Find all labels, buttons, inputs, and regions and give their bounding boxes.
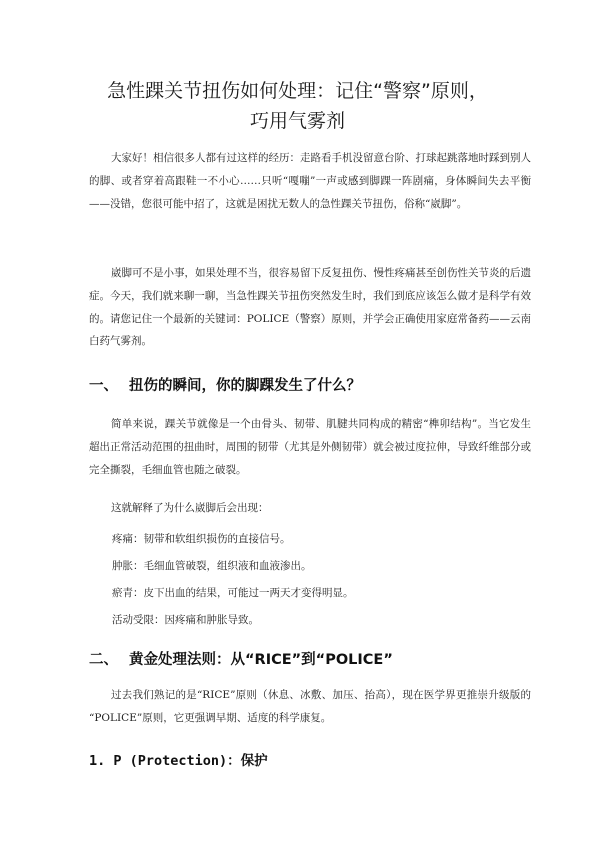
symptom-item-limited-movement: 活动受限：因疼痛和肿胀导致。 — [112, 614, 259, 626]
section-1-paragraph: 简单来说，踝关节就像是一个由骨头、韧带、肌腱共同构成的精密“榫卯结构”。当它发生超出正常活动范围的扭曲时，周围的韧带（尤其是外侧韧带）就会被过度拉伸，导致纤维部分或完全撕裂，毛细血管也随之破裂。 — [89, 418, 531, 476]
section-1-heading — [89, 376, 549, 396]
section-2-number: 二、 — [89, 652, 118, 668]
intro-paragraph-2: 崴脚可不是小事，如果处理不当，很容易留下反复扭伤、慢性疼痛甚至创伤性关节炎的后遗症。今天，我们就来聊一聊，当急性踝关节扭伤突然发生时，我们到底应该怎么做才是科学有效的。请您记住一个最新的关键词：POLICE（警察）原则，并学会正确使用家庭常备药——云南白药气雾剂。 — [89, 267, 531, 348]
document-title — [60, 76, 535, 136]
title-line-1: 急性踝关节扭伤如何处理：记住“警察”原则， — [107, 80, 488, 102]
symptom-item-bruising: 瘀青：皮下出血的结果，可能过一两天才变得明显。 — [112, 587, 354, 599]
symptom-item-swelling: 肿胀：毛细血管破裂，组织液和血液渗出。 — [112, 560, 312, 572]
intro-paragraph-1: 大家好！相信很多人都有过这样的经历：走路看手机没留意台阶、打球起跳落地时踩到别人的脚、或者穿着高跟鞋一不小心……只听“嘎嘣”一声或感到脚踝一阵剧痛，身体瞬间失去平衡——没错，您很可能中招了，这就是困扰无数人的急性踝关节扭伤，俗称“崴脚”。 — [89, 152, 531, 210]
subsection-protection-heading: 1. P (Protection)：保护 — [89, 753, 268, 769]
symptom-item-pain: 疼痛：韧带和软组织损伤的直接信号。 — [112, 533, 291, 545]
section-1-title: 扭伤的瞬间，你的脚踝发生了什么？ — [129, 378, 361, 394]
section-1-number: 一、 — [89, 378, 118, 394]
section-2-paragraph: 过去我们熟记的是“RICE”原则（休息、冰敷、加压、抬高），现在医学界更推崇升级版的 “POLICE”原则，它更强调早期、适度的科学康复。 — [89, 689, 531, 724]
section-2-heading — [89, 650, 549, 670]
title-line-2: 巧用气雾剂 — [249, 110, 345, 132]
section-1-intro-list: 这就解释了为什么崴脚后会出现： — [111, 502, 269, 514]
section-2-title: 黄金处理法则：从“RICE”到“POLICE” — [129, 652, 393, 668]
